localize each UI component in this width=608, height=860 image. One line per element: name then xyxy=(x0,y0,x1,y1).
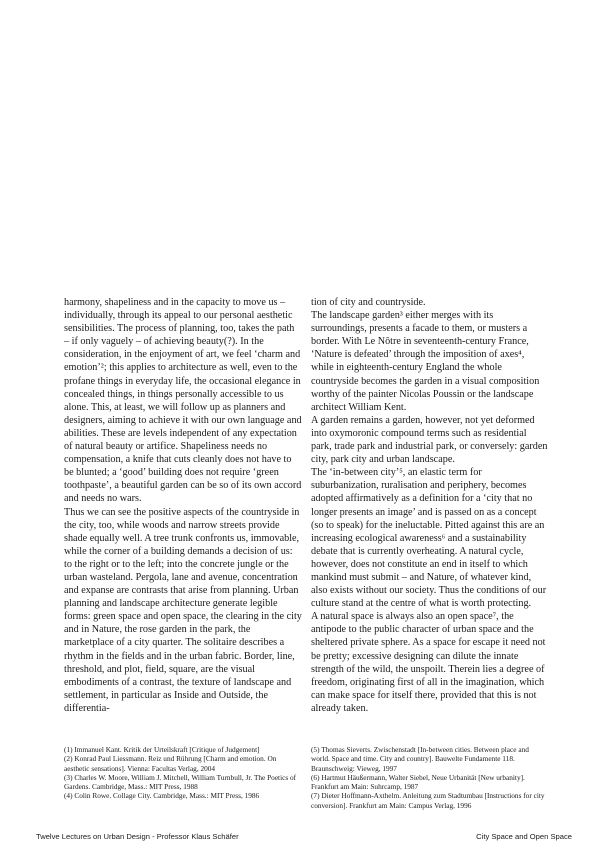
paragraph: The landscape garden³ either merges with its surroundings, presents a facade to them, or musters a border. With Le Nôtre in seventeenth-century France, ‘Nature is defeated’ through the imposition of axes⁴, while in eighteenth-century England the whole countryside becomes the garden in a visual composition worthy of the painter Nicolas Poussin or the landscape architect William Kent. xyxy=(311,310,540,413)
body-text-right-column xyxy=(311,296,549,715)
paragraph: Thus we can see the positive aspects of the countryside in the city, too, while woods and narrow streets provide shade equally well. A tree trunk confronts us, immovable, while the corner of a building demands a decision of us: to the right or to the left; into the concrete jungle or the urban wasteland. Pergola, lane and avenue, concentration and expanse are contrasts that arise from planning. Urban planning and landscape architecture generate legible forms: green space and open space, the clearing in the city and in Nature, the rose garden in the park, the marketplace of a city quarter. The solitaire describes a rhythm in the fields and in the urban fabric. Border, line, threshold, and plot, field, square, are the visual embodiments of a contrast, the texture of landscape and settlement, in particular as Inside and Outside, the differentia- xyxy=(64,506,302,714)
paragraph: harmony, shapeliness and in the capacity to move us – individually, through its appeal to our personal aesthetic sensibilities. The process of planning, too, takes the path – if only vaguely – of achieving beauty(?). In the consideration, in the enjoyment of art, we feel ‘charm and emotion’²; this applies to architecture as well, even to the profane things in everyday life, the occasional elegance in concealed things, in things personally accessible to us alone. This, at least, we will follow up as planners and designers, aiming to achieve it with our own language and abilities. These are levels independent of any expectation of natural beauty or artifice. Shapeliness needs no compensation, a knife that cuts cleanly does not have to be blunted; a ‘good’ building does not require ‘green toothpaste’, a beautiful garden can be so of its own accord and needs no wars. xyxy=(64,297,302,505)
footnote: (3) Charles W. Moore, William J. Mitchell, William Turnbull, Jr. The Poetics of Gardens. Cambridge, Mass.: MIT Press, 1988 xyxy=(64,772,297,792)
footer-chapter-title: City Space and Open Space xyxy=(476,832,572,841)
footnote: (6) Hartmut Häußermann, Walter Siebel, Neue Urbanität [New urbanity]. Frankfurt am Main: Suhrcamp, 1987 xyxy=(311,772,525,792)
footer-lecture-series: Twelve Lectures on Urban Design - Professor Klaus Schäfer xyxy=(36,832,239,841)
footnote: (7) Dieter Hoffmann-Axthelm. Anleitung zum Stadtumbau [Instructions for city conversion]. Frankfurt am Main: Campus Verlag, 1996 xyxy=(311,791,545,810)
body-text-left-column xyxy=(64,296,302,715)
paragraph: The ‘in-between city’⁵, an elastic term for suburbanization, ruralisation and periphery, becomes adopted affirmatively as a definition for a ‘city that no longer presents an image’ and is passed on as a concept (so to speak) for the ineluctable. Pitted against this are an increasing ecological awareness⁶ and a sustainability debate that is currently overheating. A natural cycle, however, does not constitute an end in itself to which mankind must submit – and Nature, of whatever kind, also exists without our society. Thus the conditions of our culture stand at the centre of what is worth protecting. xyxy=(311,467,547,610)
footnote: (5) Thomas Sieverts. Zwischenstadt [In-between cities. Between place and world. Space and time. City and country]. Bauwelte Fundamente 118. Braunschweig: Vieweg, 1997 xyxy=(311,745,529,773)
footnotes-left xyxy=(64,745,302,801)
paragraph: tion of city and countryside. xyxy=(311,297,426,308)
footnote: (2) Konrad Paul Liessmann. Reiz und Rührung [Charm and emotion. On aesthetic sensations]. Vienna: Facultas Verlag, 2004 xyxy=(64,754,277,773)
paragraph: A natural space is always also an open space⁷, the antipode to the public character of urban space and the sheltered private sphere. As a space for escape it need not be pretty; excessive designing can dilute the innate strength of the wild, the unspoilt. Therein lies a degree of freedom, originating first of all in the imagination, which can make space for itself there, provided that this is not already taken. xyxy=(311,611,546,714)
footnote: (4) Colin Rowe. Collage City. Cambridge, Mass.: MIT Press, 1986 xyxy=(64,791,260,801)
paragraph: A garden remains a garden, however, not yet deformed into oxymoronic compound terms such as residential park, trade park and industrial park, or conversely: garden city, park city and urban landscape. xyxy=(311,414,548,466)
footnote: (1) Immanuel Kant. Kritik der Urteilskraft [Critique of Judgement] xyxy=(64,745,260,754)
footnotes-right xyxy=(311,745,549,810)
